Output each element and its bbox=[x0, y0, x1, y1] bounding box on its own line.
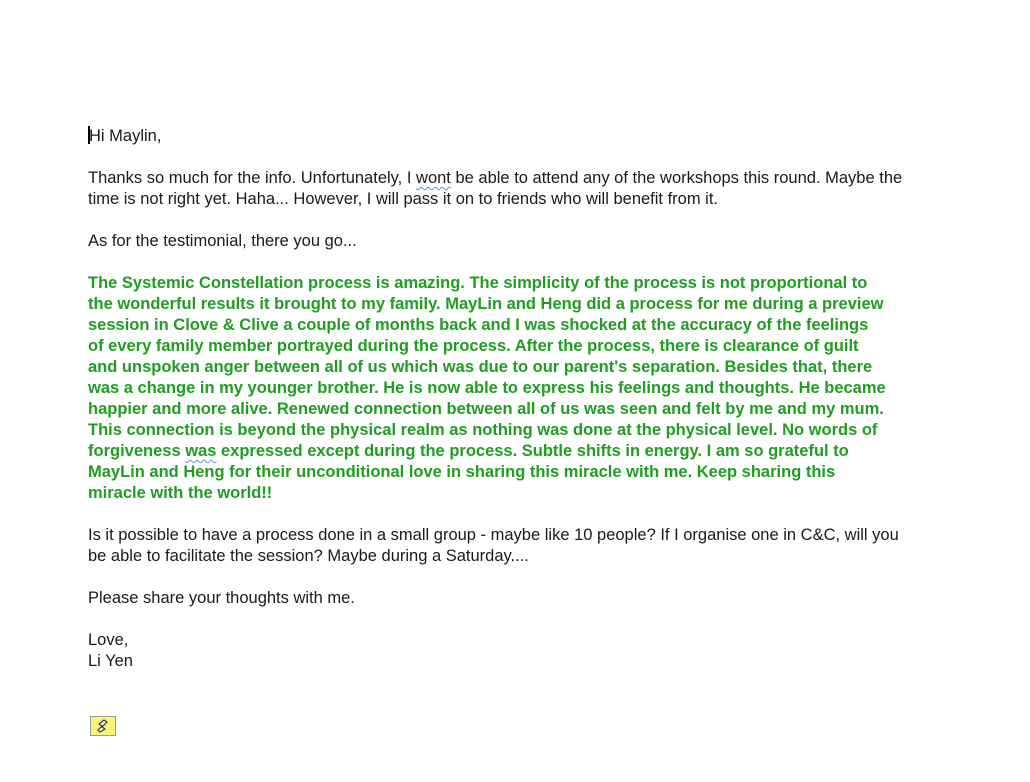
greeting: Hi Maylin, bbox=[89, 127, 162, 145]
misspelled-word[interactable]: was bbox=[185, 442, 217, 460]
paragraph-group-request: Is it possible to have a process done in a small group - maybe like 10 people? If I organise one in C&C, will you be able to facilitate the session? Maybe during a Saturday.... bbox=[88, 526, 899, 565]
misspelled-word[interactable]: wont bbox=[416, 169, 451, 187]
paperclip-attachment-icon bbox=[95, 718, 111, 734]
signature: Li Yen bbox=[88, 652, 133, 670]
testimonial-text: The Systemic Constellation process is amazing. The simplicity of the process is not proportional to the wonderful results it brought to my family. MayLin and Heng did a process for me during a preview session in Clove & Clive a couple of months back and I was shocked at the accuracy of the feelings of every family member portrayed during the process. After the process, there is clearance of guilt and unspoken anger between all of us which was due to our parent's separation. Besides that, there was a change in my younger brother. He is now able to express his feelings and thoughts. He became happier and more alive. Renewed connection between all of us was seen and felt by me and my mum. This connection is beyond the physical realm as nothing was done at the physical level. No words of forgiveness was expressed except during the process. Subtle shifts in energy. I am so grateful to MayLin and Heng for their unconditional love in sharing this miracle with me. Keep sharing this miracle with the world!! bbox=[88, 274, 886, 502]
paragraph-intro: Thanks so much for the info. Unfortunately, I wont be able to attend any of the workshops this round. Maybe the time is not right yet. Haha... However, I will pass it on to friends who will benefit from it. bbox=[88, 169, 903, 208]
closing: Love, bbox=[88, 631, 129, 649]
paragraph-testimonial-intro: As for the testimonial, there you go... bbox=[88, 232, 357, 250]
attachment-button[interactable] bbox=[90, 716, 116, 736]
email-body[interactable] bbox=[88, 126, 908, 672]
paragraph-thoughts: Please share your thoughts with me. bbox=[88, 589, 355, 607]
